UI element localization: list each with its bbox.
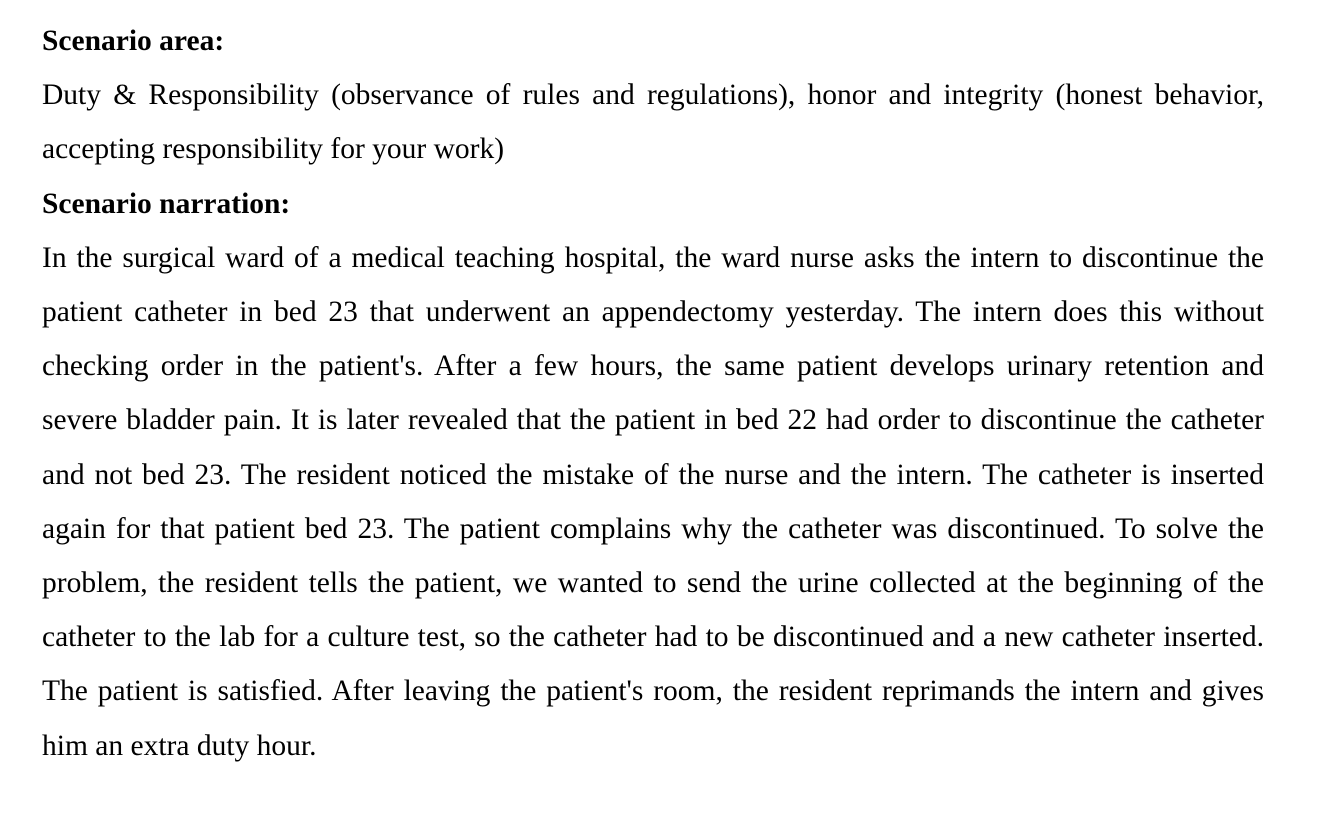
scenario-narration-text: In the surgical ward of a medical teaching hospital, the ward nurse asks the intern to discontinue the patient catheter in bed 23 that underwent an appendectomy yesterday. The intern does this without checking order in the patient's. After a few hours, the same patient develops urinary retention and severe bladder pain. It is later revealed that the patient in bed 22 had order to discontinue the catheter and not bed 23. The resident noticed the mistake of the nurse and the intern. The catheter is inserted again for that patient bed 23. The patient complains why the catheter was discontinued. To solve the problem, the resident tells the patient, we wanted to send the urine collected at the beginning of the catheter to the lab for a culture test, so the catheter had to be discontinued and a new catheter inserted. The patient is satisfied. After leaving the patient's room, the resident reprimands the intern and gives him an extra duty hour. xyxy=(42,241,1264,762)
scenario-area-text: Duty & Responsibility (observance of rules and regulations), honor and integrity (honest behavior, accepting responsibility for your work) xyxy=(42,79,1264,166)
scenario-narration-heading: Scenario narration: xyxy=(42,187,291,220)
scenario-area-heading: Scenario area: xyxy=(42,25,225,57)
document-body xyxy=(42,14,1264,773)
